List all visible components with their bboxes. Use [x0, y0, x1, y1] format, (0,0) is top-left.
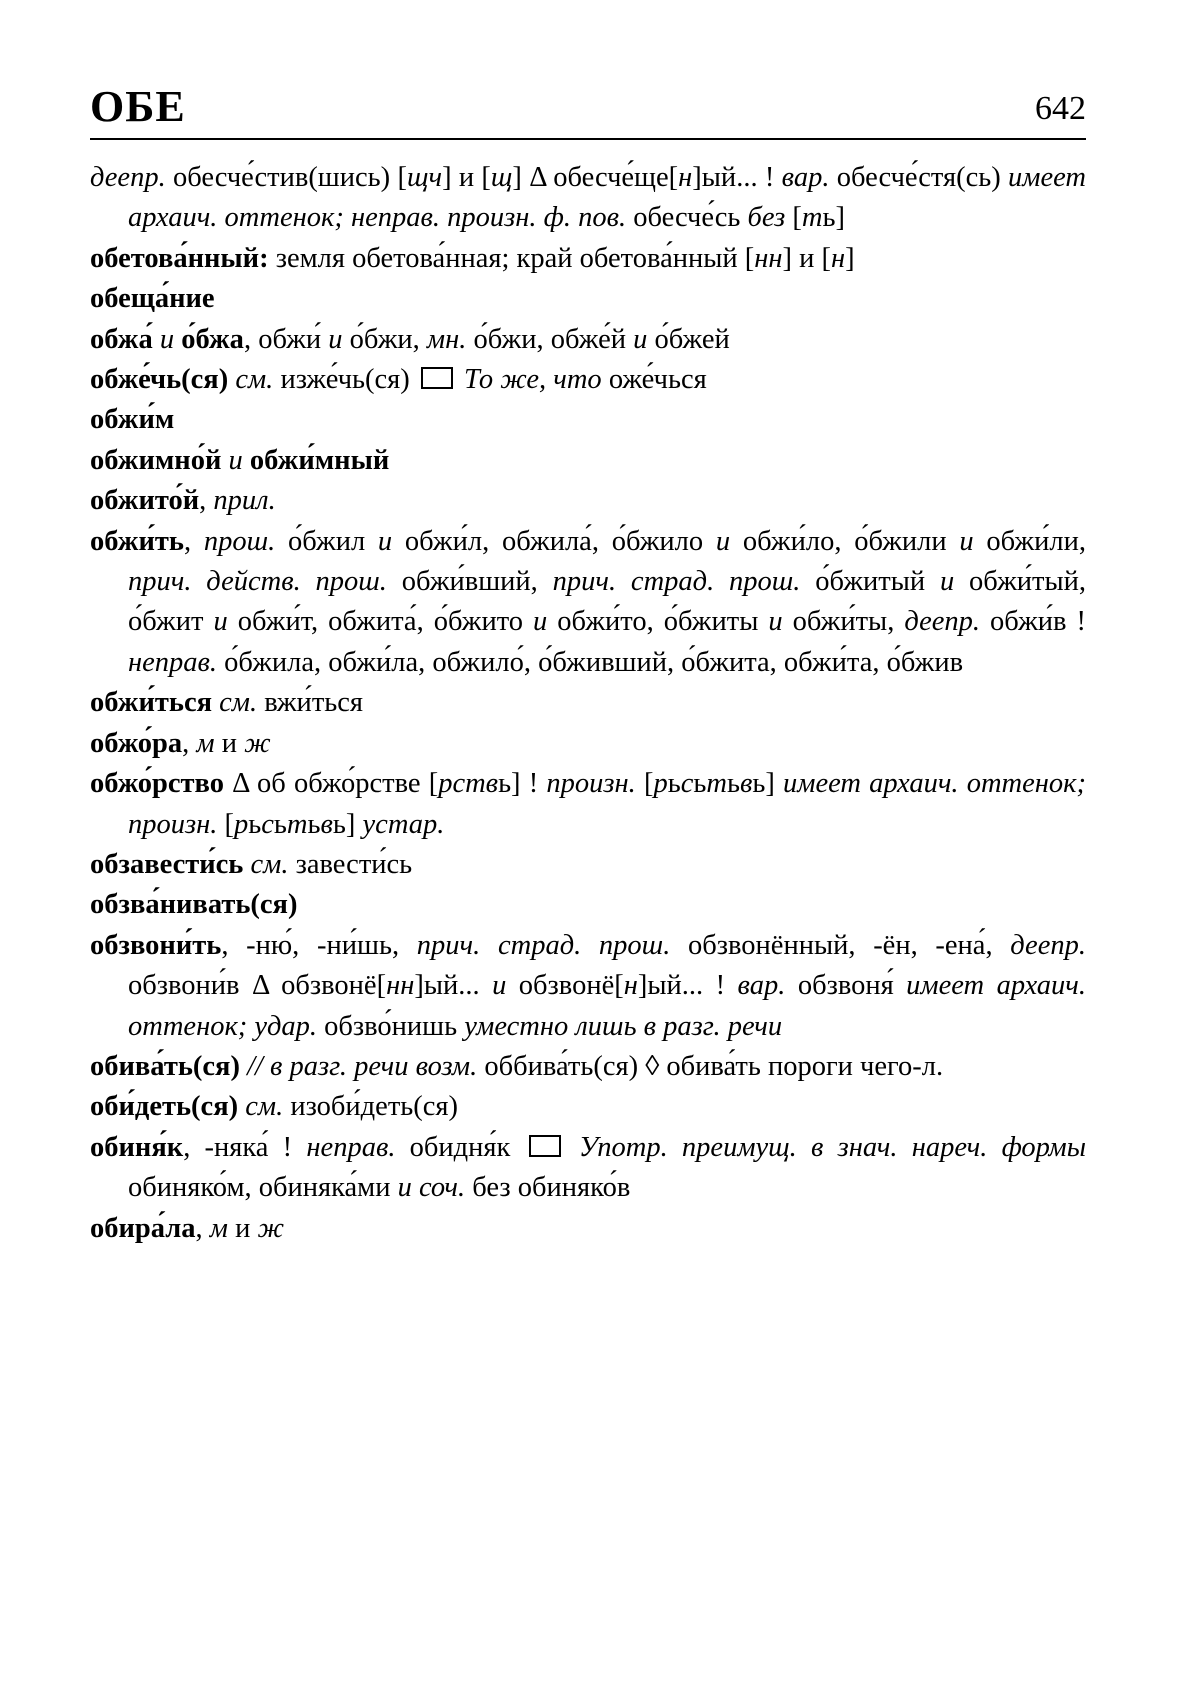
grammar-note: мн. — [426, 323, 467, 355]
grammar-note: с — [261, 808, 274, 840]
grammar-note: вар. — [737, 970, 786, 1002]
grammar-note: и — [533, 606, 548, 638]
grammar-note: н — [831, 242, 846, 274]
headword: обжа́ — [90, 323, 153, 355]
dictionary-entries — [90, 158, 1086, 1249]
entry-text: ]ый... ! — [637, 970, 738, 1002]
grammar-note: нн — [386, 970, 415, 1002]
grammar-note: и — [959, 525, 974, 557]
headword: обжи́м — [90, 404, 175, 436]
grammar-note: и — [633, 323, 648, 355]
grammar-note: деепр. — [904, 606, 981, 638]
dictionary-entry — [90, 400, 1086, 440]
grammar-note: и — [377, 525, 393, 557]
entry-text: ] — [845, 242, 855, 274]
dictionary-entry — [90, 885, 1086, 925]
grammar-note: имеет архаич. оттенок; произн. — [128, 768, 1086, 840]
grammar-note: без — [747, 202, 786, 234]
headword: обзавести́сь — [90, 848, 244, 880]
headword: обжо́рство — [90, 768, 224, 800]
entry-text: обесче́сь — [626, 202, 748, 234]
entry-text: ь — [693, 768, 707, 800]
grammar-note: неправ. — [306, 1131, 396, 1163]
entry-continuation — [90, 158, 1086, 239]
grammar-note: с — [680, 768, 694, 800]
grammar-note: имеет архаич. оттенок; неправ. произн. ф. пов. — [128, 162, 1086, 234]
entry-text: обесче́стя(сь) — [829, 162, 1009, 193]
dictionary-entry — [90, 320, 1086, 360]
dictionary-entry — [90, 1047, 1086, 1087]
entry-text: обжи́ли, — [973, 525, 1086, 557]
entry-text: [ — [785, 202, 802, 234]
dictionary-page — [90, 80, 1086, 1249]
grammar-note: см. — [219, 687, 258, 719]
grammar-note: прич. страд. прош. — [552, 566, 801, 598]
dictionary-entry — [90, 239, 1086, 279]
entry-text: , — [199, 485, 214, 517]
grammar-note: см. — [235, 364, 274, 396]
entry-text: изже́чь(ся) — [273, 364, 417, 396]
entry-text: о́бжей — [647, 323, 730, 355]
dictionary-entry — [90, 522, 1086, 684]
entry-text: без обиняко́в — [465, 1172, 631, 1204]
entry-text: ]ый... — [414, 970, 493, 1002]
dictionary-entry — [90, 724, 1086, 764]
page-number: 642 — [1035, 90, 1086, 127]
grammar-note: т — [286, 808, 308, 840]
headword: обжи́ться — [90, 687, 213, 719]
entry-text: ь — [307, 808, 321, 840]
entry-text: о́бжила, обжи́ла, обжило́, о́бживший, о́бжита, обжи́та, о́бжив — [217, 646, 964, 678]
grammar-note: р — [234, 808, 249, 840]
entry-text: ] и [ — [442, 162, 491, 193]
entry-text: обжи́л, обжила́, о́бжило — [392, 525, 716, 557]
entry-text — [240, 1051, 247, 1082]
headword: обже́чь(ся) — [90, 364, 229, 396]
entry-text: ] и [ — [782, 242, 832, 274]
grammar-note: нн — [754, 242, 783, 274]
headword: обеща́ние — [90, 283, 215, 315]
entry-text: вжи́ться — [257, 687, 364, 719]
entry-text: , — [182, 727, 197, 759]
entry-text — [243, 849, 250, 880]
entry-text: обзвонё[ — [506, 970, 624, 1002]
grammar-note: м — [209, 1212, 228, 1244]
headword: обжито́й — [90, 485, 200, 517]
entry-text: завести́сь — [288, 848, 413, 880]
grammar-note: щ — [490, 162, 513, 193]
entry-text: о́бжитый — [800, 566, 940, 598]
grammar-note: неправ. — [128, 646, 218, 678]
grammar-note: // в разг. речи возм. — [247, 1050, 478, 1082]
grammar-note: Употр. преимущ. в знач. нареч. формы — [578, 1131, 1086, 1163]
grammar-note: прил. — [213, 485, 276, 517]
headword: обира́ла — [90, 1212, 196, 1244]
grammar-note: устар. — [362, 808, 445, 840]
headword: обжи́ть — [90, 525, 184, 557]
grammar-note: т — [801, 202, 823, 234]
entry-text: [ — [635, 768, 654, 800]
grammar-note: и — [492, 970, 507, 1002]
grammar-note: уместно лишь в разг. речи — [464, 1010, 783, 1042]
headword: обжимно́й — [90, 444, 222, 476]
grammar-note: см. — [245, 1091, 284, 1123]
entry-text: обзвонённый, -ён, -ена́, — [670, 929, 1011, 961]
dictionary-entry — [90, 764, 1086, 845]
entry-text: обжи́вший, — [386, 566, 553, 598]
grammar-note: и — [939, 566, 955, 598]
grammar-note: и — [213, 606, 228, 638]
grammar-note: и — [328, 323, 343, 355]
grammar-note: рств — [438, 768, 499, 800]
entry-text: , — [195, 1212, 210, 1244]
grammar-note: т — [706, 768, 727, 800]
grammar-note: прош. — [203, 525, 276, 557]
entry-text: обзвоня́ — [785, 970, 907, 1002]
entry-text: обзвони́в Δ обзвонё[ — [128, 970, 387, 1002]
grammar-note: прич. страд. прош. — [416, 929, 671, 961]
dictionary-entry — [90, 481, 1086, 521]
dictionary-entry — [90, 926, 1086, 1047]
dictionary-entry — [90, 1209, 1086, 1249]
entry-text: о́бжи, — [342, 323, 427, 355]
entry-text: земля обетова́нная; край обетова́нный [ — [268, 242, 755, 274]
entry-text: [ — [217, 808, 235, 840]
grammar-note: и соч. — [397, 1172, 466, 1204]
grammar-note: р — [653, 768, 668, 800]
dictionary-entry — [90, 279, 1086, 319]
entry-text: ь — [248, 808, 262, 840]
grammar-note: и — [159, 323, 175, 355]
grammar-note: деепр. — [90, 162, 166, 193]
grammar-note: н — [678, 162, 693, 193]
grammar-note: щч — [406, 162, 443, 193]
entry-text: обжи́ты, — [782, 606, 905, 638]
headword: о́бжа — [181, 323, 244, 355]
entry-text: ь] — [822, 202, 845, 234]
dictionary-entry — [90, 845, 1086, 885]
entry-text: оже́чься — [601, 364, 707, 396]
headword: оби́деть(ся) — [90, 1091, 239, 1123]
entry-text: ь] — [332, 808, 363, 840]
grammar-note: и — [715, 525, 731, 557]
entry-text: обжи́то, о́бжиты — [547, 606, 769, 638]
dictionary-entry — [90, 683, 1086, 723]
headword: обзва́нивать(ся) — [90, 889, 298, 921]
grammar-note: ж — [244, 727, 271, 759]
grammar-note: в — [320, 808, 333, 840]
usage-note-box-icon — [421, 367, 453, 389]
entry-text: ь — [273, 808, 287, 840]
grammar-note: н — [623, 970, 638, 1002]
entry-text: обиняко́м, обиняка́ми — [128, 1172, 398, 1204]
headword: обзвони́ть — [90, 929, 222, 961]
entry-text: , обжи́ — [243, 323, 329, 355]
grammar-note: и — [768, 606, 783, 638]
grammar-note: в — [739, 768, 753, 800]
entry-text: обжи́ло, о́бжили — [730, 525, 960, 557]
grammar-note: имеет архаич. оттенок; удар. — [128, 970, 1086, 1042]
entry-text: обжи́тый, о́бжит — [128, 566, 1087, 638]
headword: обиня́к — [90, 1131, 184, 1163]
entry-text: обзво́нишь — [317, 1010, 465, 1042]
headword: обетова́нный: — [90, 242, 269, 274]
grammar-note: см. — [250, 848, 289, 880]
grammar-note: вар. — [781, 162, 830, 193]
entry-text: и — [227, 1212, 258, 1244]
dictionary-entry — [90, 360, 1086, 400]
entry-text — [221, 445, 228, 476]
entry-text: ь — [726, 768, 740, 800]
entry-text — [457, 364, 464, 395]
entry-text: Δ об обжо́рстве [ — [223, 768, 439, 800]
entry-text: ] Δ обесче́ще[ — [512, 162, 679, 193]
usage-note-box-icon — [529, 1135, 561, 1157]
entry-text: обесче́стив(шись) [ — [165, 162, 407, 193]
entry-text: ]ый... ! — [692, 162, 782, 193]
grammar-note: ж — [257, 1212, 284, 1244]
headword: обжо́ра — [90, 727, 183, 759]
entry-text: обжи́т, обжита́, о́бжито — [227, 606, 534, 638]
entry-text: обжи́в ! — [980, 606, 1086, 638]
entry-text: о́бжил — [275, 525, 378, 557]
dictionary-entry — [90, 1128, 1086, 1209]
dictionary-entry — [90, 1087, 1086, 1127]
grammar-note: деепр. — [1010, 929, 1086, 961]
entry-text: ь] ! — [498, 768, 547, 800]
grammar-note: произн. — [546, 768, 636, 800]
entry-text — [153, 324, 160, 355]
entry-text: изоби́деть(ся) — [283, 1091, 459, 1123]
entry-text: , -няка́ ! — [183, 1131, 307, 1163]
headword: обива́ть(ся) — [90, 1050, 240, 1082]
entry-text: ь] — [752, 768, 783, 800]
entry-text: , -ню́, -ни́шь, — [221, 929, 417, 961]
grammar-note: м — [196, 727, 215, 759]
dictionary-entry — [90, 441, 1086, 481]
entry-text: , — [183, 525, 204, 557]
page-header — [90, 80, 1086, 140]
grammar-note: и — [228, 444, 243, 476]
entry-text: оббива́ть(ся) ◊ обива́ть пороги чего-л. — [477, 1050, 944, 1082]
running-head-word: ОБЕ — [90, 82, 186, 131]
entry-text — [243, 445, 250, 476]
entry-text: о́бжи, обже́й — [466, 323, 634, 355]
headword: обжи́мный — [249, 444, 390, 476]
grammar-note: прич. действ. прош. — [128, 566, 387, 598]
entry-text: и — [214, 727, 245, 759]
entry-text — [565, 1132, 579, 1163]
entry-text: ь — [667, 768, 681, 800]
entry-text: обидня́к — [395, 1131, 525, 1163]
grammar-note: То же, что — [464, 364, 602, 396]
